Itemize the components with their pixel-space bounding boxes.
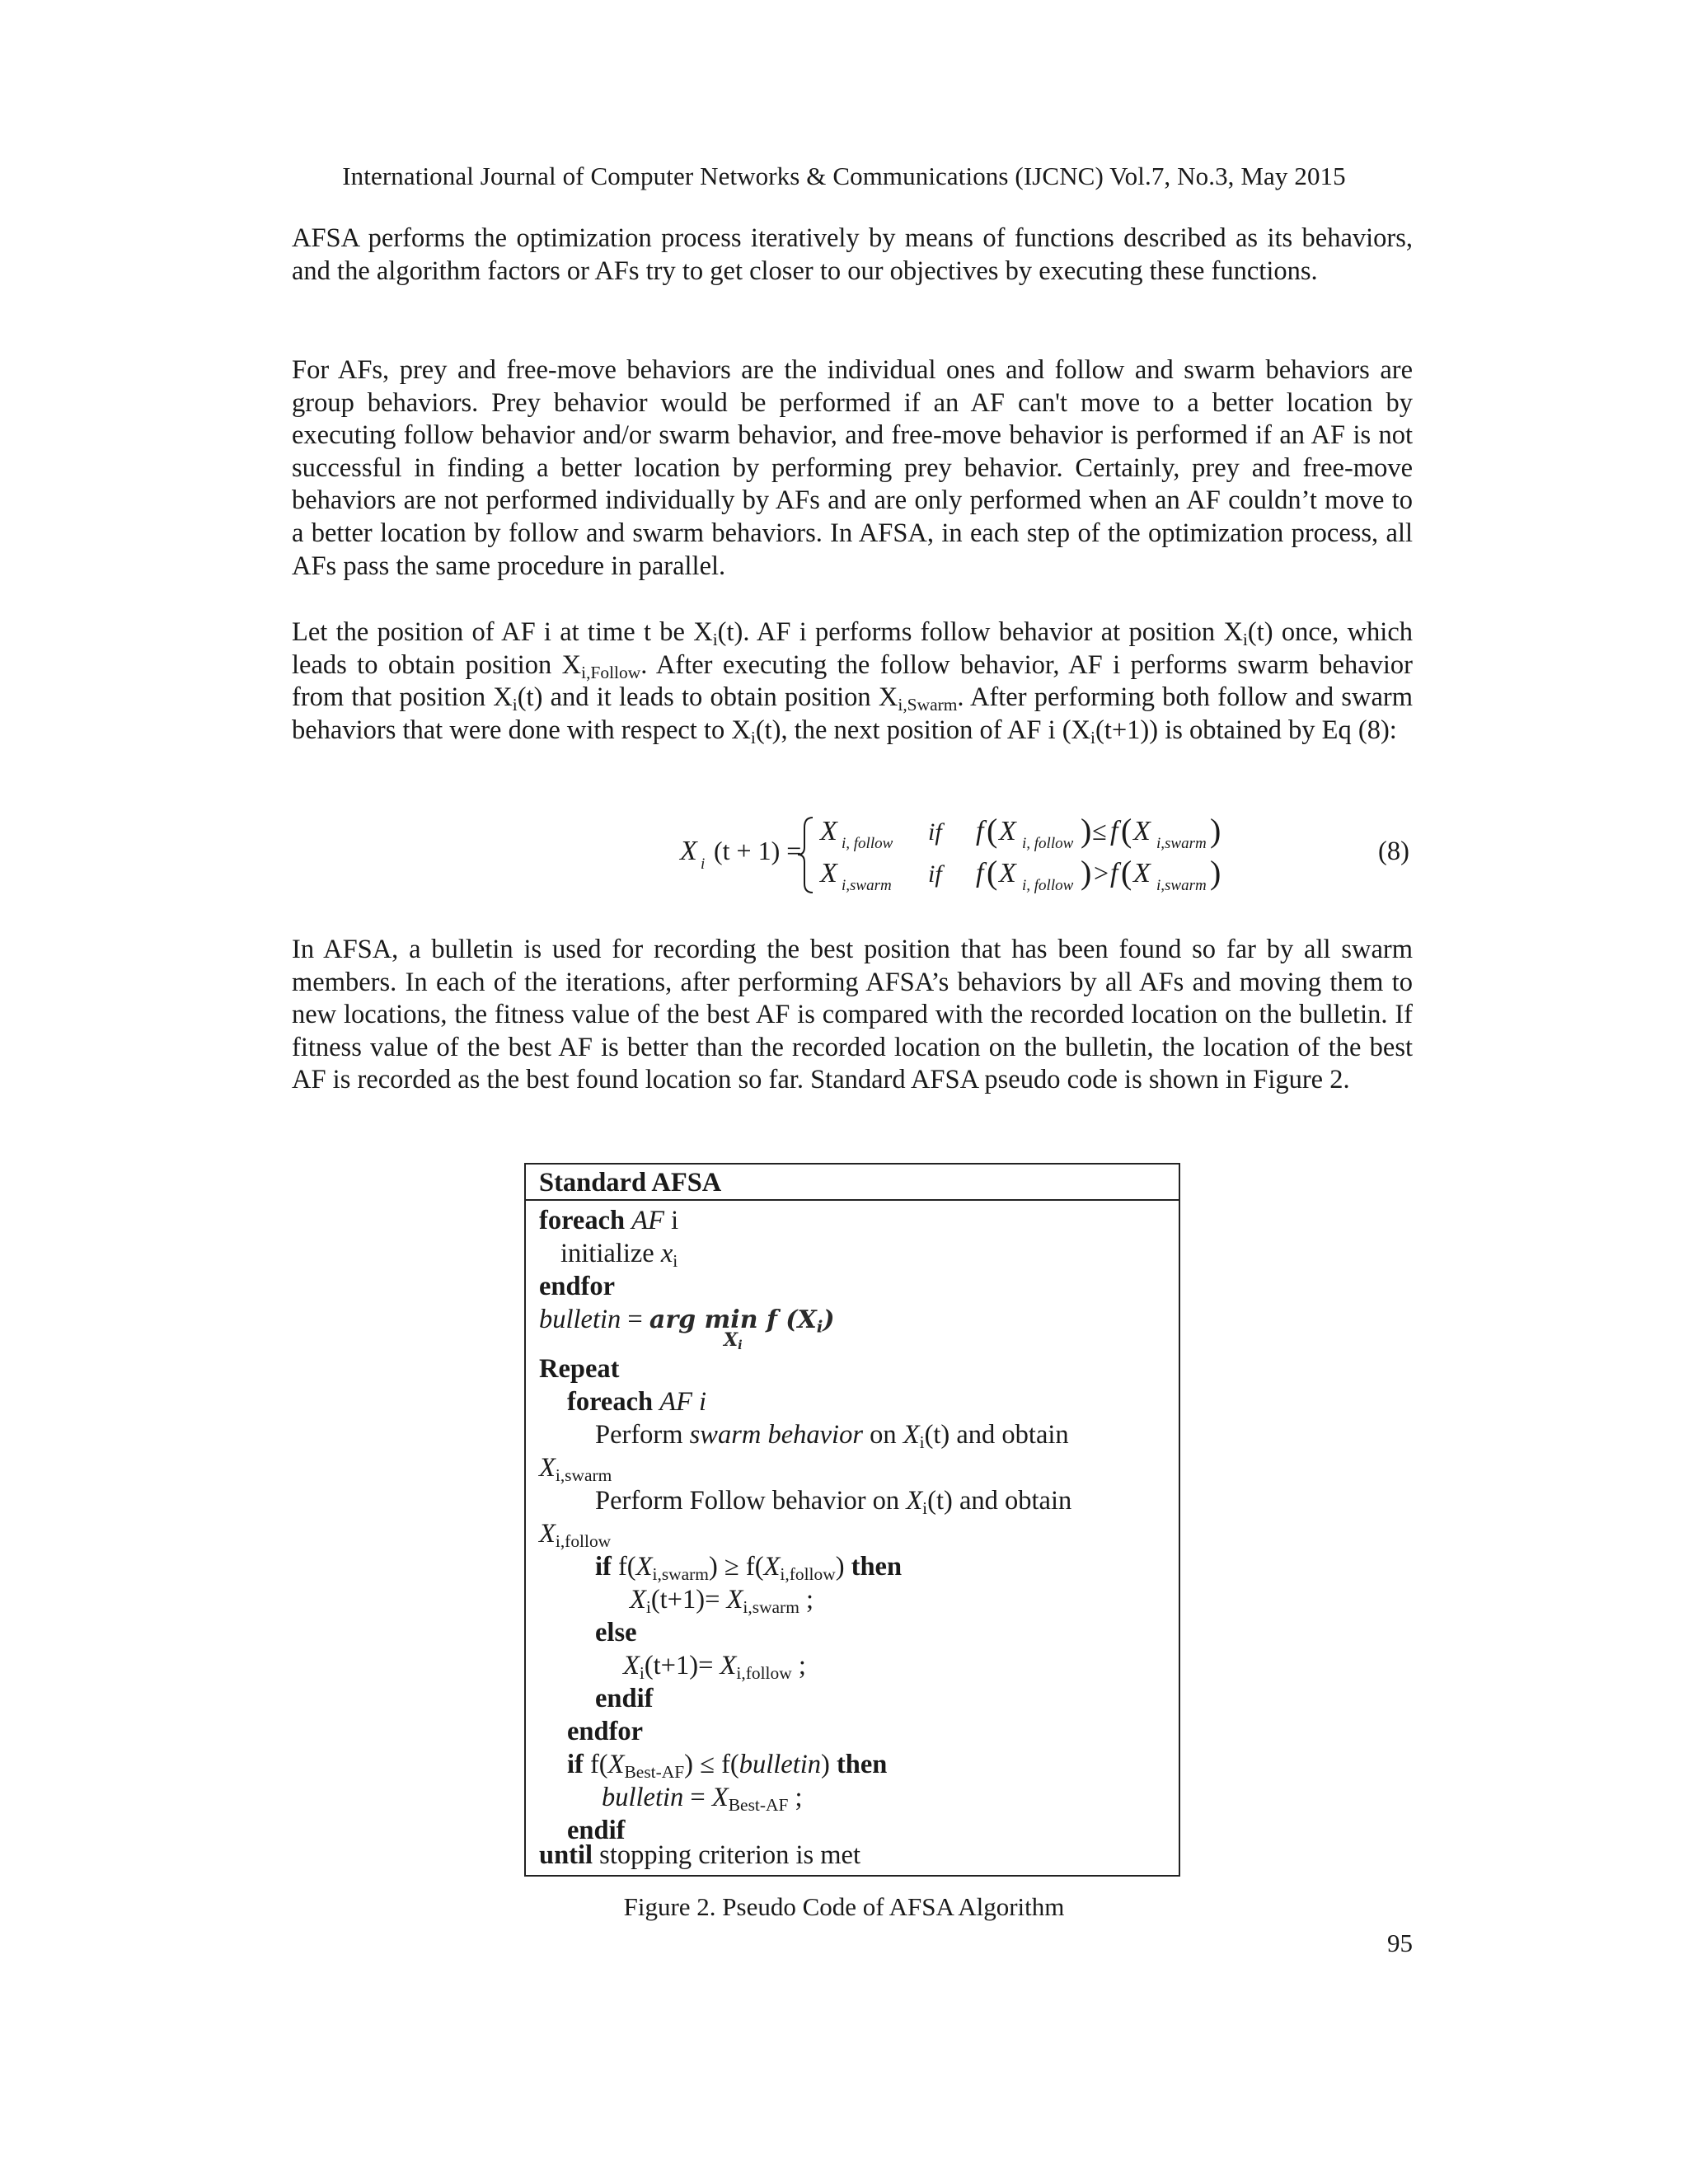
page-number: 95 <box>1387 1929 1413 1957</box>
eq-case2-arg-sub: i, follow <box>1022 877 1074 894</box>
code-line-x-follow: $X_{i,follow}$ <box>539 1519 612 1551</box>
code-line-foreach: foreach AF i <box>539 1206 679 1235</box>
pseudo-code-box <box>524 1163 1180 1877</box>
code-line-if-compare: if $f(X_{i,swarm}) \ge f(X_{i,follow})$ then <box>595 1552 903 1584</box>
eq-brace <box>798 818 813 893</box>
code-line-until: until stopping criterion is met <box>539 1840 860 1870</box>
eq-case1-rhs-x: X <box>1133 816 1151 846</box>
code-line-assign-follow: $X_i(t+1)= X_{i,follow}$ ; <box>623 1651 806 1683</box>
code-line-assign-swarm: $X_i(t+1)= X_{i,swarm}$ ; <box>630 1585 814 1617</box>
svg-text:): ) <box>1081 854 1092 891</box>
eq-case2-f2: f <box>1110 858 1118 888</box>
paragraph-bulletin: In AFSA, a bulletin is used for recording the best position that has been found so far by all swarm members. In each of the iterations, after performing AFSA’s behaviors by all AFs and moving them to new locations, the fitness value of the best AF is compared with the recorded location on the bulletin. If fitness value of the best AF is better than the recorded location on the bulletin, the location of the best AF is recorded as the best found location so far. Standard AFSA pseudo code is shown in Figure 2. <box>292 935 1413 1095</box>
eq-case1-arg-x: X <box>999 816 1016 846</box>
code-line-endfor-1: endfor <box>539 1272 616 1301</box>
code-title: Standard AFSA <box>526 1165 1179 1201</box>
eq-case1-sub: i, follow <box>842 835 893 852</box>
code-line-foreach-2: foreach AF i <box>567 1387 707 1417</box>
eq-lhs-arg: (t + 1) = <box>714 836 802 865</box>
eq-case2-op: > <box>1094 858 1109 888</box>
eq-case1-rhs-sub: i,swarm <box>1156 835 1207 852</box>
eq-case1-if: if <box>928 818 942 846</box>
svg-text:): ) <box>1210 854 1221 891</box>
code-line-endif-2: endif <box>567 1816 626 1845</box>
svg-text:): ) <box>1210 812 1221 849</box>
code-line-perform-follow: Perform Follow behavior on $X_i(t)$ and obtain <box>595 1486 1072 1518</box>
eq-case1-var: X <box>820 816 837 846</box>
eq-case1-op: ≤ <box>1092 816 1107 846</box>
eq-case2-sub: i,swarm <box>842 877 892 894</box>
code-line-bulletin: bulletin = arg min f $(X_i)$ <box>539 1305 835 1337</box>
eq-case1-f: f <box>976 816 984 846</box>
equation-8 <box>659 809 1302 900</box>
equation-number: (8) <box>1378 837 1409 866</box>
eq-case2-var: X <box>820 858 837 888</box>
code-line-endfor-2: endfor <box>567 1717 644 1746</box>
code-line-initialize: initialize $x_i$ <box>560 1239 678 1271</box>
svg-text:(: ( <box>1121 854 1132 891</box>
code-line-repeat: Repeat <box>539 1354 620 1384</box>
eq-case2-rhs-x: X <box>1133 858 1151 888</box>
figure-caption: Figure 2. Pseudo Code of AFSA Algorithm <box>623 1892 1065 1921</box>
eq-case2-if: if <box>928 860 942 888</box>
code-line-endif-1: endif <box>595 1684 654 1713</box>
svg-text:(: ( <box>987 812 998 849</box>
eq-lhs-x: X <box>680 836 697 866</box>
journal-header: International Journal of Computer Networks & Communications (IJCNC) Vol.7, No.3, May 2015 <box>342 162 1346 190</box>
code-line-assign-bulletin: bulletin = $X_{Best-AF}$ ; <box>602 1783 803 1815</box>
eq-case1-arg-sub: i, follow <box>1022 835 1074 852</box>
paragraph-position: Let the position of AF i at time t be $X_i(t)$. AF i performs follow behavior at position $X_i(t)$ once, which leads to obtain position $X_{i,Follow}$. After executing the follow behavior, AF i performs swarm behavior from that position $X_i(t)$ and it leads to obtain position $X_{i,Swarm}$. After performing both follow and swarm behaviors that were done with respect to $X_i(t)$, the next position of AF i $(X_i(t+1))$ is obtained by Eq (8): <box>292 617 1414 748</box>
paragraph-afsa-intro: AFSA performs the optimization process iteratively by means of functions described as its behaviors, and the algorithm factors or AFs try to get closer to our objectives by executing these functions. <box>292 223 1413 286</box>
eq-case2-rhs-sub: i,swarm <box>1156 877 1207 894</box>
eq-case2-f: f <box>976 858 984 888</box>
svg-text:): ) <box>1081 812 1092 849</box>
eq-case2-arg-x: X <box>999 858 1016 888</box>
eq-case1-f2: f <box>1110 816 1118 846</box>
argmin-subscript: $X_i$ <box>724 1329 743 1353</box>
paragraph-behaviors: For AFs, prey and free-move behaviors are the individual ones and follow and swarm behaviors are group behaviors. Prey behavior would be performed if an AF can't move to a better location by executing follow behavior and/or swarm behavior, and free-move behavior is performed if an AF is not successful in finding a better location by performing prey behavior. Certainly, prey and free-move behaviors are not performed individually by AFs and are only performed when an AF couldn’t move to a better location by follow and swarm behaviors. In AFSA, in each step of the optimization process, all AFs pass the same procedure in parallel. <box>292 355 1413 581</box>
eq-lhs-sub: i <box>701 855 706 873</box>
code-line-x-swarm: $X_{i,swarm}$ <box>539 1453 612 1485</box>
code-line-if-bulletin: if $f(X_{Best-AF})$ ≤ f(bulletin) then <box>567 1750 888 1782</box>
svg-text:(: ( <box>1121 812 1132 849</box>
code-line-perform-swarm: Perform swarm behavior on $X_i(t)$ and obtain <box>595 1420 1069 1452</box>
code-line-else: else <box>595 1618 637 1647</box>
svg-text:(: ( <box>987 854 998 891</box>
